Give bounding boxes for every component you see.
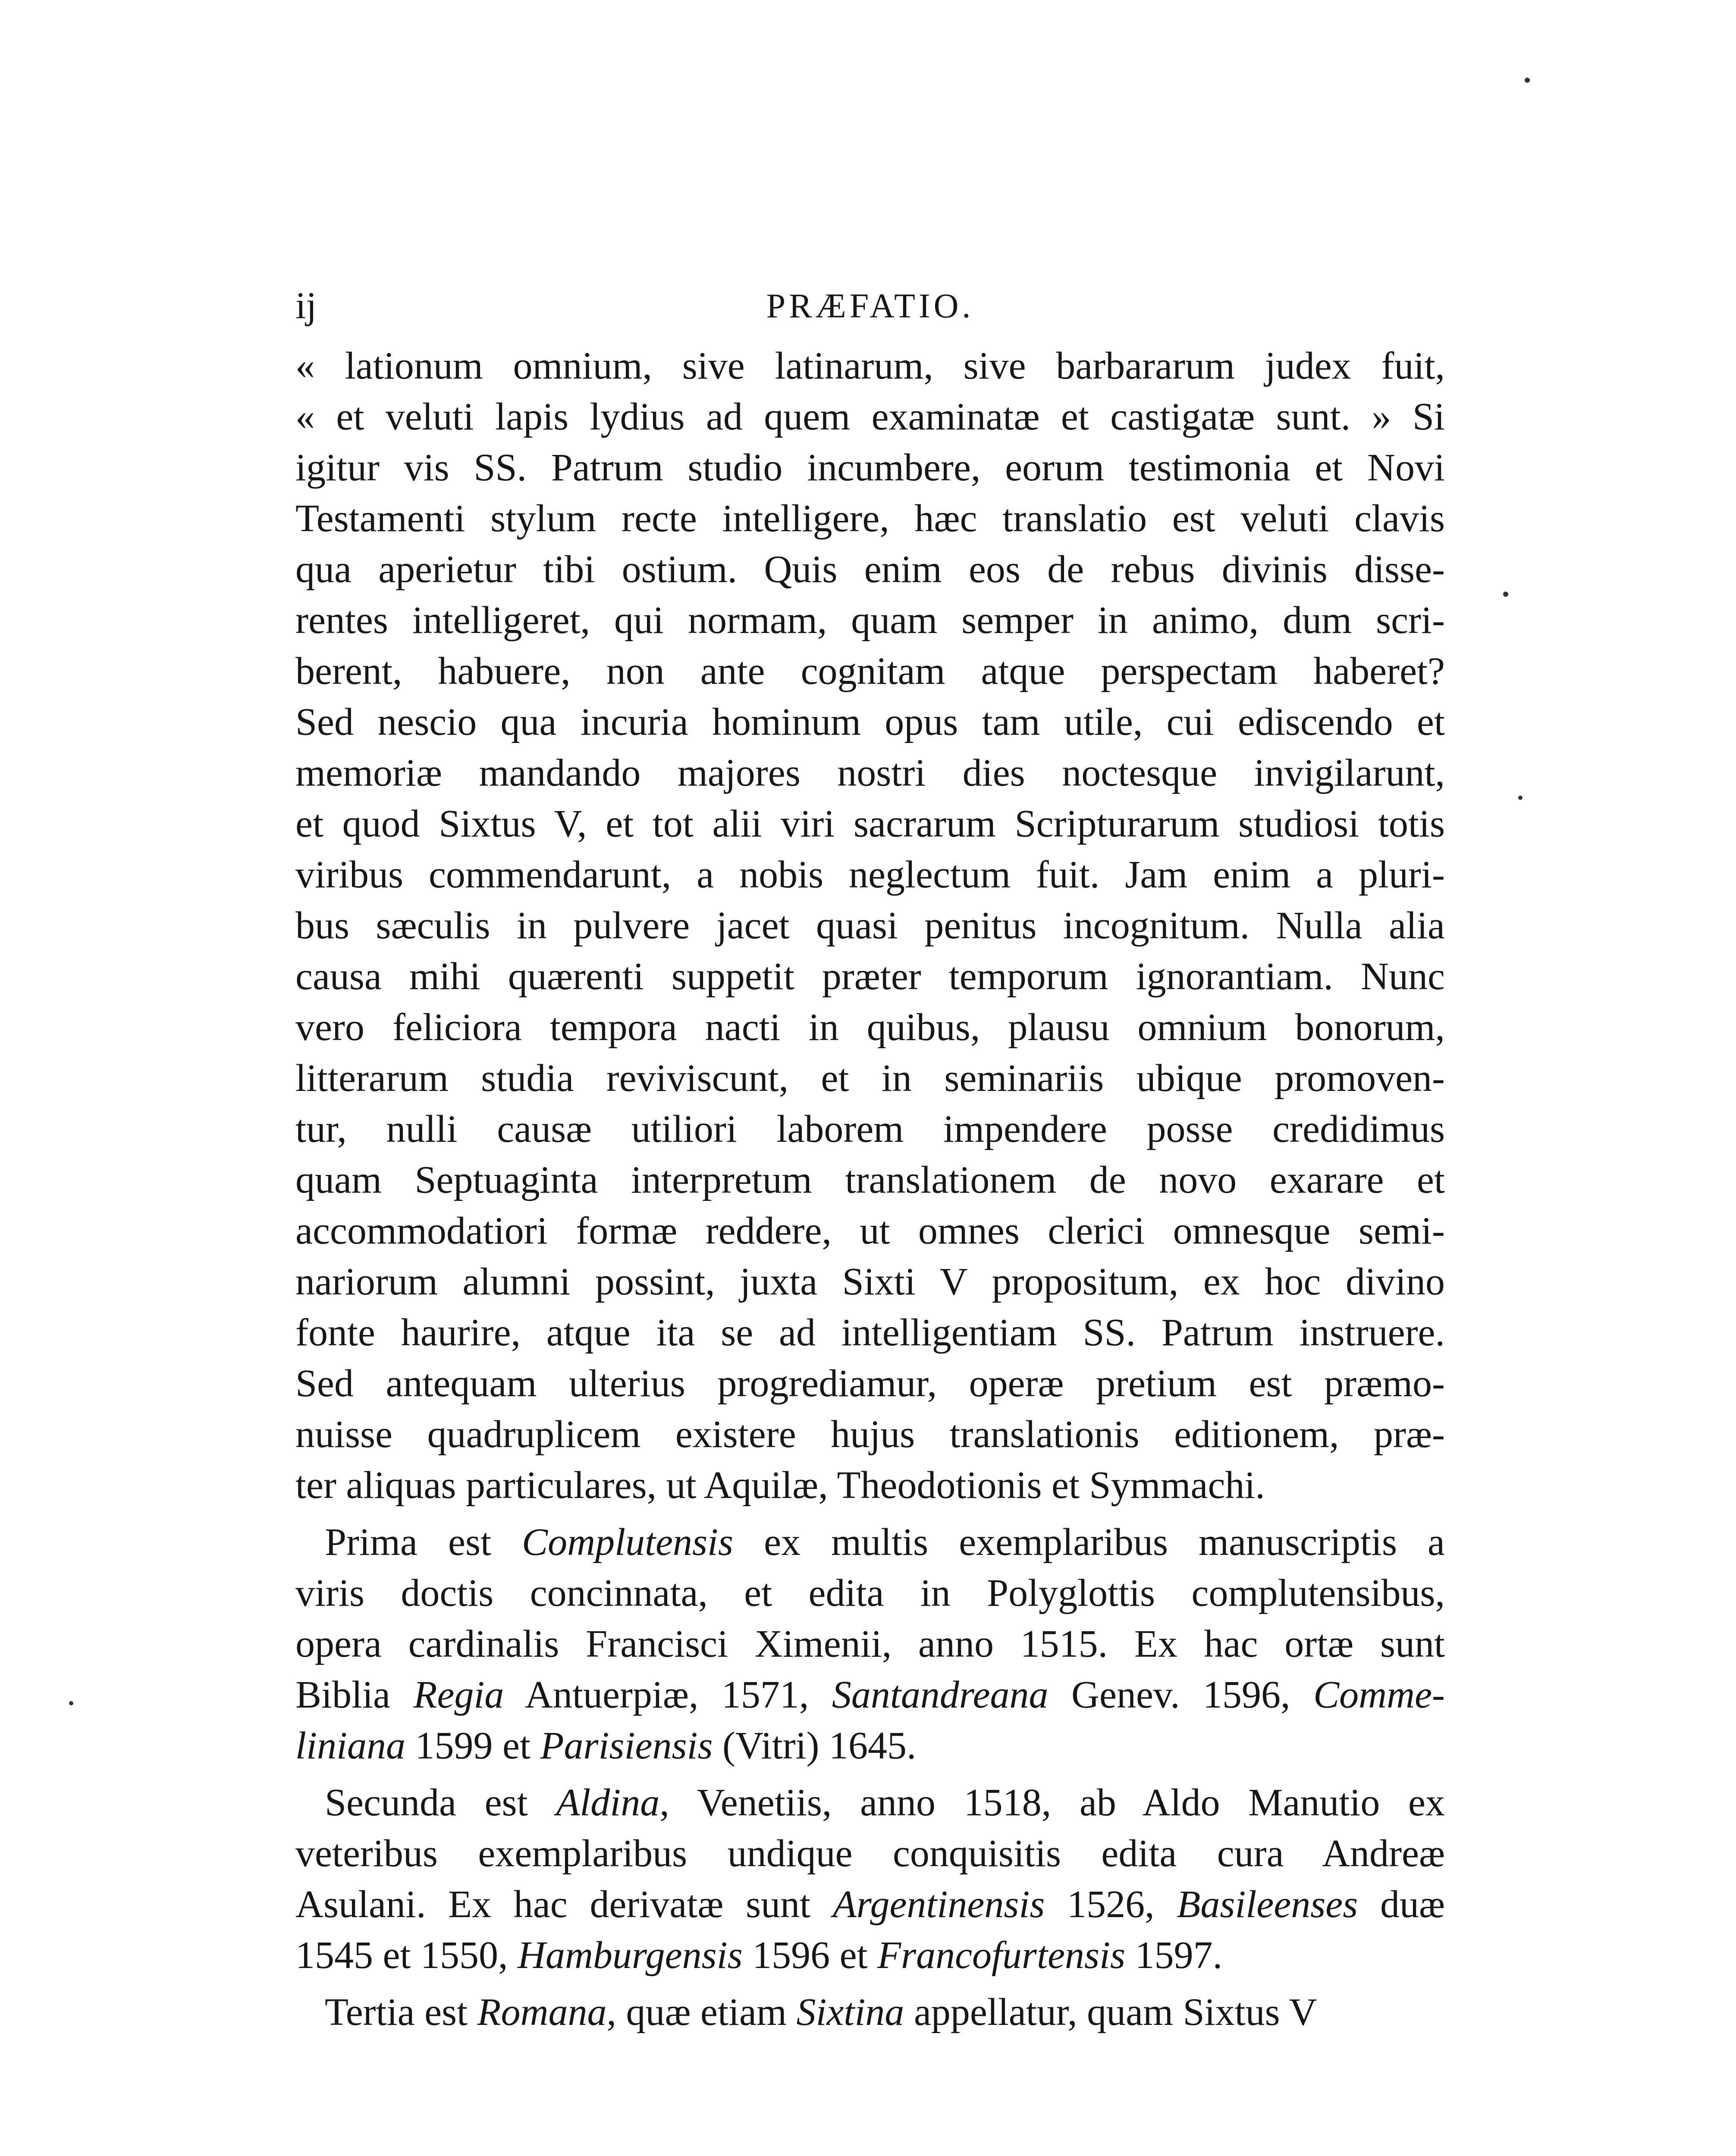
line-text: Antuerpiæ, 1571, [504,1673,832,1716]
line-text: causa mihi quærenti suppetit præter temporum ignorantiam. Nunc [295,955,1445,998]
line-text: berent, habuere, non ante cognitam atque perspectam haberet? [295,650,1445,693]
text-line [295,442,1445,493]
folio-number: ij [295,285,317,327]
line-text: ex multis exemplaribus manuscriptis a [733,1521,1445,1564]
italic-text: Argentinensis [832,1883,1045,1926]
italic-text: Hamburgensis [517,1934,743,1977]
text-line [295,1257,1445,1307]
line-text: 1596 et [742,1934,878,1977]
line-text: Sed antequam ulterius progrediamur, operæ pretium est præmo- [295,1362,1445,1405]
line-text: « lationum omnium, sive latinarum, sive barbararum judex fuit, [295,345,1445,387]
italic-text: Parisiensis [540,1724,713,1767]
text-line [295,493,1445,544]
line-text: 1599 et [405,1724,540,1767]
line-text: 1597. [1125,1934,1223,1977]
text-line [295,1358,1445,1409]
text-line [295,1568,1445,1619]
text-line [295,748,1445,799]
scan-speck [69,1701,73,1705]
running-title: PRÆFATIO. [766,287,974,325]
paragraph [295,1517,1445,1771]
text-line [295,1460,1445,1511]
line-text: bus sæculis in pulvere jacet quasi penitus incognitum. Nulla alia [295,904,1445,947]
line-text: (Vitri) 1645. [713,1724,917,1767]
italic-text: Complutensis [522,1521,734,1564]
line-text: appellatur, quam Sixtus V [904,1991,1317,2034]
text-line [295,1879,1445,1930]
italic-text: Aldina [556,1781,660,1824]
line-text: memoriæ mandando majores nostri dies noctesque invigilarunt, [295,752,1445,794]
line-text: Prima est [325,1521,522,1564]
text-line [295,1409,1445,1460]
paragraph [295,1987,1445,2038]
italic-text: Regia [413,1673,504,1716]
line-text: viribus commendarunt, a nobis neglectum fuit. Jam enim a pluri- [295,853,1445,896]
text-line [295,900,1445,951]
text-line [295,1517,1445,1568]
text-line [295,1206,1445,1257]
text-line [295,595,1445,646]
line-text: Asulani. Ex hac derivatæ sunt [295,1883,833,1926]
line-text: rentes intelligeret, qui normam, quam semper in animo, dum scri- [295,599,1445,642]
line-text: quam Septuaginta interpretum translationem de novo exarare et [295,1159,1445,1201]
text-line [295,1930,1445,1981]
line-text: nuisse quadruplicem existere hujus translationis editionem, præ- [295,1413,1445,1456]
scan-speck [1503,592,1508,597]
text-line [295,1777,1445,1828]
line-text: vero feliciora tempora nacti in quibus, plausu omnium bonorum, [295,1006,1445,1049]
line-text: 1545 et 1550, [295,1934,518,1977]
text-line [295,1104,1445,1155]
line-text: ter aliquas particulares, ut Aquilæ, Theodotionis et Symmachi. [295,1464,1265,1507]
line-text: litterarum studia reviviscunt, et in seminariis ubique promoven- [295,1057,1445,1100]
text-line [295,1720,1445,1771]
italic-text: Romana [477,1991,607,2034]
line-text: Tertia est [325,1991,477,2034]
text-line [295,1053,1445,1104]
text-line [295,799,1445,849]
italic-text: Francofurtensis [877,1934,1126,1977]
paragraph-gap [295,1771,1445,1777]
line-text: igitur vis SS. Patrum studio incumbere, eorum testimonia et Novi [295,446,1445,489]
text-line [295,1619,1445,1670]
text-line [295,544,1445,595]
scan-speck [1525,78,1530,83]
paragraph-gap [295,1511,1445,1517]
line-text: et quod Sixtus V, et tot alii viri sacrarum Scripturarum studiosi totis [295,802,1445,845]
line-text: qua aperietur tibi ostium. Quis enim eos de rebus divinis disse- [295,548,1445,591]
italic-text: Comme- [1313,1673,1445,1716]
text-line [295,1155,1445,1206]
text-line [295,849,1445,900]
line-text: tur, nulli causæ utiliori laborem impendere posse credidimus [295,1108,1445,1150]
page-header [295,282,1445,330]
paragraph [295,1777,1445,1981]
text-line [295,1307,1445,1358]
line-text: accommodatiori formæ reddere, ut omnes clerici omnesque semi- [295,1210,1445,1252]
line-text: 1526, [1045,1883,1177,1926]
text-line [295,392,1445,442]
italic-text: liniana [295,1724,406,1767]
line-text: Genev. 1596, [1048,1673,1314,1716]
paragraph-gap [295,1981,1445,1987]
text-line [295,697,1445,748]
body-text [295,341,1445,2038]
text-line [295,1828,1445,1879]
line-text: Sed nescio qua incuria hominum opus tam utile, cui ediscendo et [295,701,1445,743]
line-text: , quæ etiam [606,1991,797,2034]
line-text: veteribus exemplaribus undique conquisitis edita cura Andreæ [295,1832,1445,1875]
line-text: nariorum alumni possint, juxta Sixti V propositum, ex hoc divino [295,1260,1445,1303]
scan-speck [1518,796,1523,800]
text-line [295,646,1445,697]
italic-text: Sixtina [796,1991,904,2034]
line-text: Biblia [295,1673,414,1716]
text-line [295,951,1445,1002]
text-line [295,1987,1445,2038]
italic-text: Basileenses [1177,1883,1358,1926]
line-text: viris doctis concinnata, et edita in Polyglottis complutensibus, [295,1572,1445,1614]
line-text: « et veluti lapis lydius ad quem examinatæ et castigatæ sunt. » Si [295,395,1445,438]
paragraph [295,341,1445,1511]
line-text: , Venetiis, anno 1518, ab Aldo Manutio ex [659,1781,1445,1824]
text-line [295,341,1445,392]
text-line [295,1002,1445,1053]
line-text: fonte haurire, atque ita se ad intelligentiam SS. Patrum instruere. [295,1311,1445,1354]
line-text: Testamenti stylum recte intelligere, hæc translatio est veluti clavis [295,497,1445,540]
italic-text: Santandreana [832,1673,1049,1716]
line-text: Secunda est [325,1781,556,1824]
text-line [295,1670,1445,1720]
line-text: opera cardinalis Francisci Ximenii, anno 1515. Ex hac ortæ sunt [295,1623,1445,1665]
line-text: duæ [1358,1883,1445,1926]
